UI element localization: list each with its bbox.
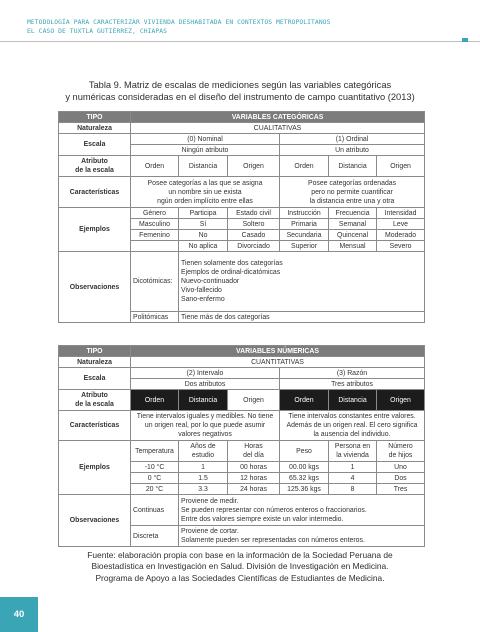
observaciones-label: Observaciones [59,495,131,547]
example-cell: Estado civil [228,208,280,219]
attr-cell: Origen [228,156,280,177]
text-line: Proviene de cortar. [181,528,239,535]
example-cell: 125.36 kgs [280,484,329,495]
example-cell: Divorciado [228,241,280,252]
text-line: la vivienda [336,452,369,459]
text-line: ngún orden implícito entre ellas [157,197,253,205]
example-cell: 24 horas [228,484,280,495]
example-cell: 65.32 kgs [280,473,329,484]
text-line: Vivo-fallecido [181,287,222,294]
example-cell: Semanal [329,219,377,230]
attr-cell: Origen [377,390,425,411]
example-cell: Sí [179,219,228,230]
example-cell: Masculino [131,219,179,230]
attr-cell: Orden [131,156,179,177]
naturaleza-label: Naturaleza [59,357,131,368]
text-line: la distancia entre una y otra [309,197,395,205]
table-caption [40,80,440,103]
running-header [27,19,331,36]
discreta-notes [179,526,425,547]
tipo-header: TIPO [59,112,131,123]
categorical-variables-table [58,111,425,323]
razon-attribute: Tres atributos [280,379,425,390]
text-line: Sano-enfermo [181,296,225,303]
text-line: Años de [190,443,216,450]
attr-cell: Origen [377,156,425,177]
attr-cell: Orden [131,390,179,411]
caracteristicas-intervalo [131,411,280,441]
source-line3: Programa de Apoyo a las Sociedades Científicas de Estudiantes de Medicina. [95,572,385,583]
attr-cell: Distancia [179,390,228,411]
text-line: Posee categorías a las que se asigna [147,179,263,187]
text-line: Además de un origen real. El cero significa [286,422,418,429]
example-cell: 8 [329,484,377,495]
text-line: Proviene de medir. [181,497,239,505]
escala-label: Escala [59,368,131,390]
atributo-label-line1: Atributo [81,392,108,399]
example-cell: Género [131,208,179,219]
example-cell: Uno [377,462,425,473]
escala-intervalo: (2) Intervalo [131,368,280,379]
example-cell: Secundaria [280,230,329,241]
example-header-cell: Peso [280,441,329,462]
text-line: Solamente pueden ser representadas con números enteros. [181,537,365,544]
caracteristicas-label: Características [59,411,131,441]
nominal-attribute: Ningún atributo [131,145,280,156]
example-cell: 1.5 [179,473,228,484]
atributo-label-line2: de la escala [75,167,114,174]
example-cell: Participa [179,208,228,219]
text-line: la ausencia del individuo. [313,431,391,438]
example-cell: -10 °C [131,462,179,473]
escala-ordinal: (1) Ordinal [280,134,425,145]
text-line: de hijos [388,452,413,459]
example-cell: Leve [377,219,425,230]
politomicas-note: Tiene más de dos categorías [179,312,425,323]
atributo-label [59,156,131,177]
text-line: Tiene intervalos constantes entre valores. [288,413,416,420]
example-cell: 12 horas [228,473,280,484]
example-cell: 3.3 [179,484,228,495]
text-line: un nombre sin ue exista [168,188,242,196]
continuas-label: Continuas [131,495,179,526]
atributo-label-line2: de la escala [75,401,114,408]
example-cell: Femenino [131,230,179,241]
text-line: estudio [191,452,215,459]
caption-line1: Tabla 9. Matriz de escalas de mediciones según las variables categóricas [88,80,392,90]
escala-razon: (3) Razón [280,368,425,379]
numeric-variables-table [58,345,425,547]
caracteristicas-razon [280,411,425,441]
example-cell: No aplica [179,241,228,252]
source-note [40,550,440,584]
example-cell [131,241,179,252]
text-line: valores negativos [178,431,232,438]
example-cell: Dos [377,473,425,484]
text-line: Tienen solamente dos categorías [181,260,283,267]
text-line: del día [243,452,264,459]
text-line: pero no permite cuantificar [311,188,393,196]
caracteristicas-ordinal [280,177,425,208]
numeric-title: VARIABLES NÚMERICAS [131,346,425,357]
caption-line2: y numéricas consideradas en el diseño del instrumento de campo cuantitativo (2013) [65,91,415,102]
running-header-line1: METODOLOGÍA PARA CARACTERIZAR VIVIENDA DESHABITADA EN CONTEXTOS METROPOLITANOS [27,19,331,26]
example-cell: 1 [179,462,228,473]
ejemplos-label: Ejemplos [59,441,131,495]
example-cell: Mensual [329,241,377,252]
source-line2: Bioestadística en Investigación en Salud. División de Investigación en Medicina. [91,561,389,572]
discreta-label: Discreta [131,526,179,547]
example-header-cell [329,441,377,462]
text-line: un origen real, por lo que puede asumir [144,422,266,429]
text-line: Se pueden representar con números enteros o fraccionarios. [181,506,367,514]
naturaleza-label: Naturaleza [59,123,131,134]
text-line: Entre dos valores siempre existe un valor intermedio. [181,515,344,523]
attr-cell: Distancia [329,156,377,177]
running-header-line2: EL CASO DE TUXTLA GUTIÉRREZ, CHIAPAS [27,27,168,35]
politomicas-label: Politómicas [131,312,179,323]
example-cell: Intensidad [377,208,425,219]
tipo-header: TIPO [59,346,131,357]
example-cell: Superior [280,241,329,252]
text-line: Número [388,443,413,450]
intervalo-attribute: Dos atributos [131,379,280,390]
example-cell: No [179,230,228,241]
header-rule [0,41,480,42]
source-line1: Fuente: elaboración propia con base en la información de la Sociedad Peruana de [87,550,393,560]
text-line: Tiene intervalos iguales y medibles. No tiene [136,413,274,420]
attr-cell: Orden [280,156,329,177]
caracteristicas-nominal [131,177,280,208]
atributo-label-line1: Atributo [81,158,108,165]
example-cell: 00 horas [228,462,280,473]
example-cell: 1 [329,462,377,473]
attr-cell: Distancia [329,390,377,411]
example-cell: Severo [377,241,425,252]
text-line: Persona en [334,443,371,450]
escala-nominal: (0) Nominal [131,134,280,145]
example-header-cell [228,441,280,462]
attr-cell: Distancia [179,156,228,177]
example-header-cell [179,441,228,462]
atributo-label [59,390,131,411]
example-cell: Primaria [280,219,329,230]
example-cell: 0 °C [131,473,179,484]
text-line: Ejemplos de ordinal-dicatómicas [181,269,281,276]
example-cell: Quincenal [329,230,377,241]
example-header-cell: Temperatura [131,441,179,462]
header-accent-mark [462,38,468,42]
example-cell: 00.00 kgs [280,462,329,473]
page-number: 40 [13,609,25,620]
ejemplos-label: Ejemplos [59,208,131,252]
example-cell: Instrucción [280,208,329,219]
attr-cell: Orden [280,390,329,411]
naturaleza-value: CUANTITATIVAS [131,357,425,368]
example-cell: 4 [329,473,377,484]
example-cell: Soltero [228,219,280,230]
example-cell: Frecuencia [329,208,377,219]
continuas-notes [179,495,425,526]
example-cell: Casado [228,230,280,241]
text-line: Nuevo-continuador [181,278,240,285]
example-cell: 20 °C [131,484,179,495]
naturaleza-value: CUALITATIVAS [131,123,425,134]
example-cell: Moderado [377,230,425,241]
ordinal-attribute: Un atributo [280,145,425,156]
example-header-cell [377,441,425,462]
attr-cell: Origen [228,390,280,411]
observaciones-label: Observaciones [59,252,131,323]
categorical-title: VARIABLES CATEGÓRICAS [131,112,425,123]
caracteristicas-label: Características [59,177,131,208]
dicotomicas-notes [179,252,425,312]
text-line: Horas [244,443,263,450]
example-cell: Tres [377,484,425,495]
dicotomicas-label: Dicotómicas: [131,252,179,312]
text-line: Posee categorías ordenadas [307,179,397,187]
escala-label: Escala [59,134,131,156]
